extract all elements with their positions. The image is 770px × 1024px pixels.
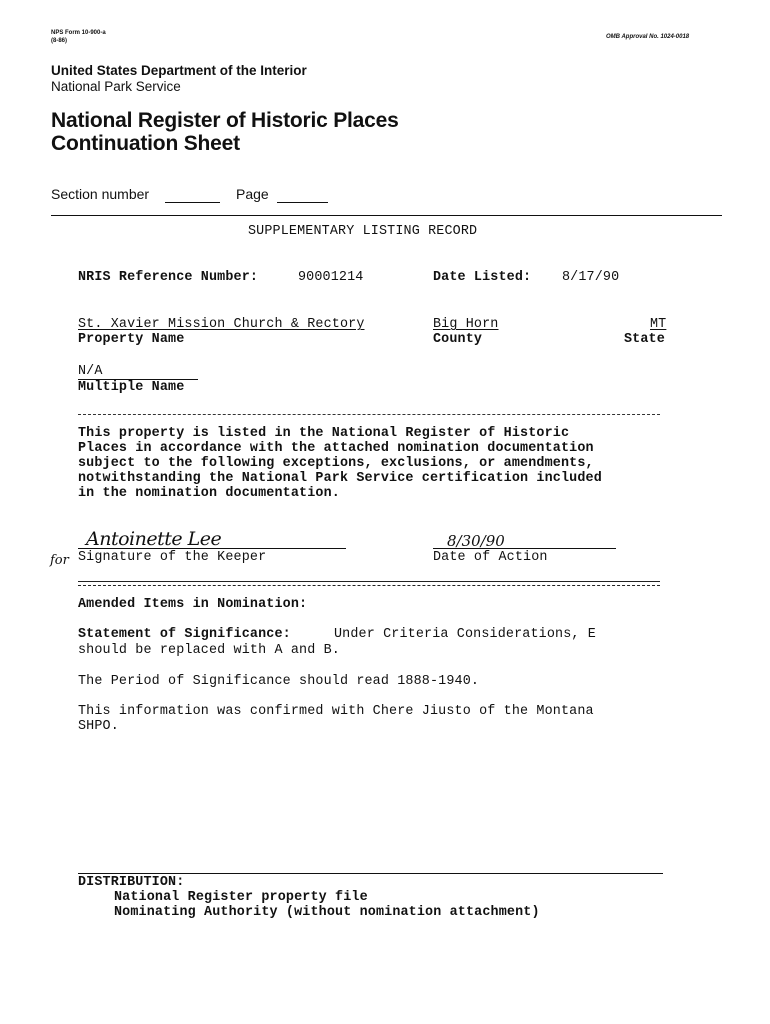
distribution-item: Nominating Authority (without nomination attachment) [114,905,540,920]
property-name-label: Property Name [78,332,185,347]
form-date: (8-86) [51,38,68,44]
state-value: MT [650,317,667,332]
amended-items-heading: Amended Items in Nomination: [78,597,308,612]
distribution-heading: DISTRIBUTION: [78,875,185,890]
signature-label: Signature of the Keeper [78,550,267,565]
section-number-blank [165,202,220,203]
date-listed-label: Date Listed: [433,270,532,285]
header-rule [51,215,722,216]
date-line [433,548,616,549]
nris-value: 90001214 [298,270,364,285]
omb-approval: OMB Approval No. 1024-0018 [606,34,690,40]
statement-line: subject to the following exceptions, exclusions, or amendments, [78,456,594,471]
distribution-item: National Register property file [114,890,368,905]
significance-text: Under Criteria Considerations, E [334,627,596,642]
statement-line: notwithstanding the National Park Service certification included [78,471,602,486]
page-blank [277,202,328,203]
document-title: National Register of Historic Places [51,109,399,132]
double-rule-bottom [78,585,660,586]
statement-line: Places in accordance with the attached nomination documentation [78,441,594,456]
county-label: County [433,332,483,347]
keeper-signature: Antoinette Lee [86,528,222,550]
significance-label: Statement of Significance: [78,627,291,642]
service-name: National Park Service [51,79,181,94]
section-number-label: Section number [51,186,150,202]
signature-initials: for [50,553,69,568]
county-value: Big Horn [433,317,499,332]
document-subtitle: Continuation Sheet [51,132,240,155]
date-of-action-label: Date of Action [433,550,548,565]
department-name: United States Department of the Interior [51,63,307,78]
confirmation-note: This information was confirmed with Chere Jiusto of the Montana [78,704,594,719]
distribution-rule [78,873,663,874]
property-name-value: St. Xavier Mission Church & Rectory [78,317,365,332]
double-rule-top [78,581,660,582]
form-number: NPS Form 10-900-a [51,30,106,36]
page-label: Page [236,186,269,202]
confirmation-note-continued: SHPO. [78,719,119,734]
period-of-significance: The Period of Significance should read 1888-1940. [78,674,480,689]
record-heading: SUPPLEMENTARY LISTING RECORD [248,224,478,239]
state-label: State [624,332,665,347]
multiple-name-label: Multiple Name [78,380,185,395]
significance-text-continued: should be replaced with A and B. [78,643,340,658]
date-listed-value: 8/17/90 [562,270,620,285]
action-date: 8/30/90 [447,532,505,550]
statement-line: in the nomination documentation. [78,486,340,501]
nris-label: NRIS Reference Number: [78,270,259,285]
signature-line [78,548,346,549]
dashed-divider [78,414,660,415]
multiple-name-value: N/A [78,364,103,379]
statement-line: This property is listed in the National Register of Historic [78,426,570,441]
